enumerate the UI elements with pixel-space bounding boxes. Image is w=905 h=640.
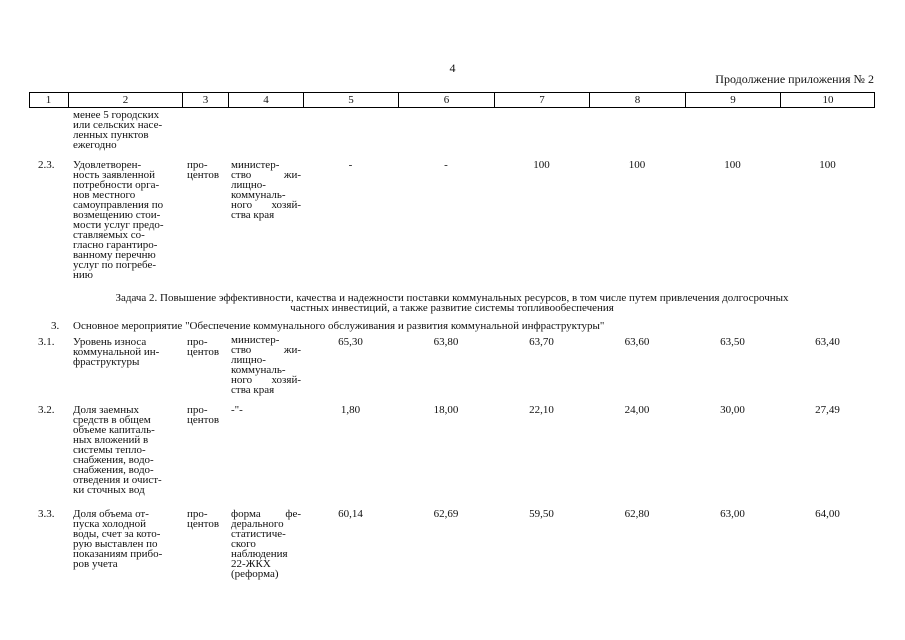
value-cell: - — [348, 159, 353, 171]
continuation-label: Продолжение приложения № 2 — [715, 72, 874, 86]
carryover-text: менее 5 городских или сельских насе- ленных пунктов ежегодно — [73, 109, 163, 151]
indicator-name: Доля объема от- пуска холодной воды, счет за кото- рую выставлен по показаниям прибо- ров учета — [73, 508, 163, 570]
source: -"- — [231, 404, 243, 416]
value-cell: 100 — [819, 159, 836, 171]
value-cell: 63,50 — [720, 336, 745, 348]
value-cell: 63,40 — [815, 336, 840, 348]
value-cell: 63,60 — [624, 336, 650, 348]
value-cell: 63,70 — [529, 336, 554, 348]
indicator-name: Уровень износа коммунальной ин- фраструктуры — [73, 336, 160, 368]
header-col-7: 7 — [494, 92, 589, 107]
header-col-6: 6 — [398, 92, 494, 107]
value-cell: 18,00 — [433, 404, 459, 416]
value-cell: 100 — [628, 159, 646, 171]
value-cell: 62,69 — [433, 508, 459, 520]
header-col-1: 1 — [45, 94, 52, 106]
header-col-2: 2 — [68, 92, 182, 107]
unit: про- центов — [187, 336, 220, 358]
value-cell: 24,00 — [624, 404, 650, 416]
row-number: 3.1. — [38, 336, 55, 348]
header-col-10: 10 — [780, 92, 875, 107]
header-col-9: 9 — [685, 92, 780, 107]
source: министер- ство жи- лищно- коммуналь- ного хозяй- ства края — [231, 159, 301, 221]
indicator-name: Удовлетворен- ность заявленной потребности орга- нов местного самоуправления по возмещению стои- мости услуг предо- ставляемых со- гласно гарантиро- ванному перечню услуг по погребе- нию — [73, 159, 164, 281]
value-cell: 30,00 — [720, 404, 745, 416]
source: форма фе- дерального статистиче- ского наблюдения 22-ЖКХ (реформа) — [231, 508, 301, 580]
header-col-3: 3 — [182, 92, 228, 107]
source: министер- ство жи- лищно- коммуналь- ного хозяй- ства края — [231, 334, 301, 396]
row-number: 3.3. — [38, 508, 55, 520]
value-cell: 63,00 — [720, 508, 745, 520]
task-heading: Задача 2. Повышение эффективности, качества и надежности поставки коммунальных ресурсов, в том числе путем привлечения долгосрочных частных инвестиций, а также развитие системы топливообеспечения — [115, 292, 789, 314]
unit: про- центов — [187, 404, 220, 426]
value-cell: 65,30 — [338, 336, 363, 348]
event-title: Основное мероприятие "Обеспечение коммунального обслуживания и развития коммунальной инфраструктуры" — [73, 320, 605, 332]
indicator-name: Доля заемных средств в общем объеме капиталь- ных вложений в системы тепло- снабжения, водо- снабжения, водо- отведения и очист- ки сточных вод — [73, 404, 162, 496]
page-number: 4 — [449, 61, 456, 75]
value-cell: - — [444, 159, 448, 171]
value-cell: 22,10 — [529, 404, 554, 416]
header-col-8: 8 — [589, 92, 685, 107]
value-cell: 59,50 — [529, 508, 554, 520]
value-cell: 64,00 — [815, 508, 840, 520]
unit: про- центов — [187, 159, 220, 181]
value-cell: 62,80 — [624, 508, 650, 520]
event-number: 3. — [51, 320, 60, 332]
header-col-5: 5 — [303, 92, 398, 107]
value-cell: 60,14 — [338, 508, 363, 520]
unit: про- центов — [187, 508, 220, 530]
value-cell: 1,80 — [340, 404, 361, 416]
value-cell: 100 — [724, 159, 741, 171]
value-cell: 100 — [533, 159, 550, 171]
value-cell: 63,80 — [433, 336, 459, 348]
value-cell: 27,49 — [815, 404, 840, 416]
header-col-4: 4 — [228, 92, 303, 107]
row-number: 3.2. — [38, 404, 55, 416]
row-number: 2.3. — [38, 159, 55, 171]
